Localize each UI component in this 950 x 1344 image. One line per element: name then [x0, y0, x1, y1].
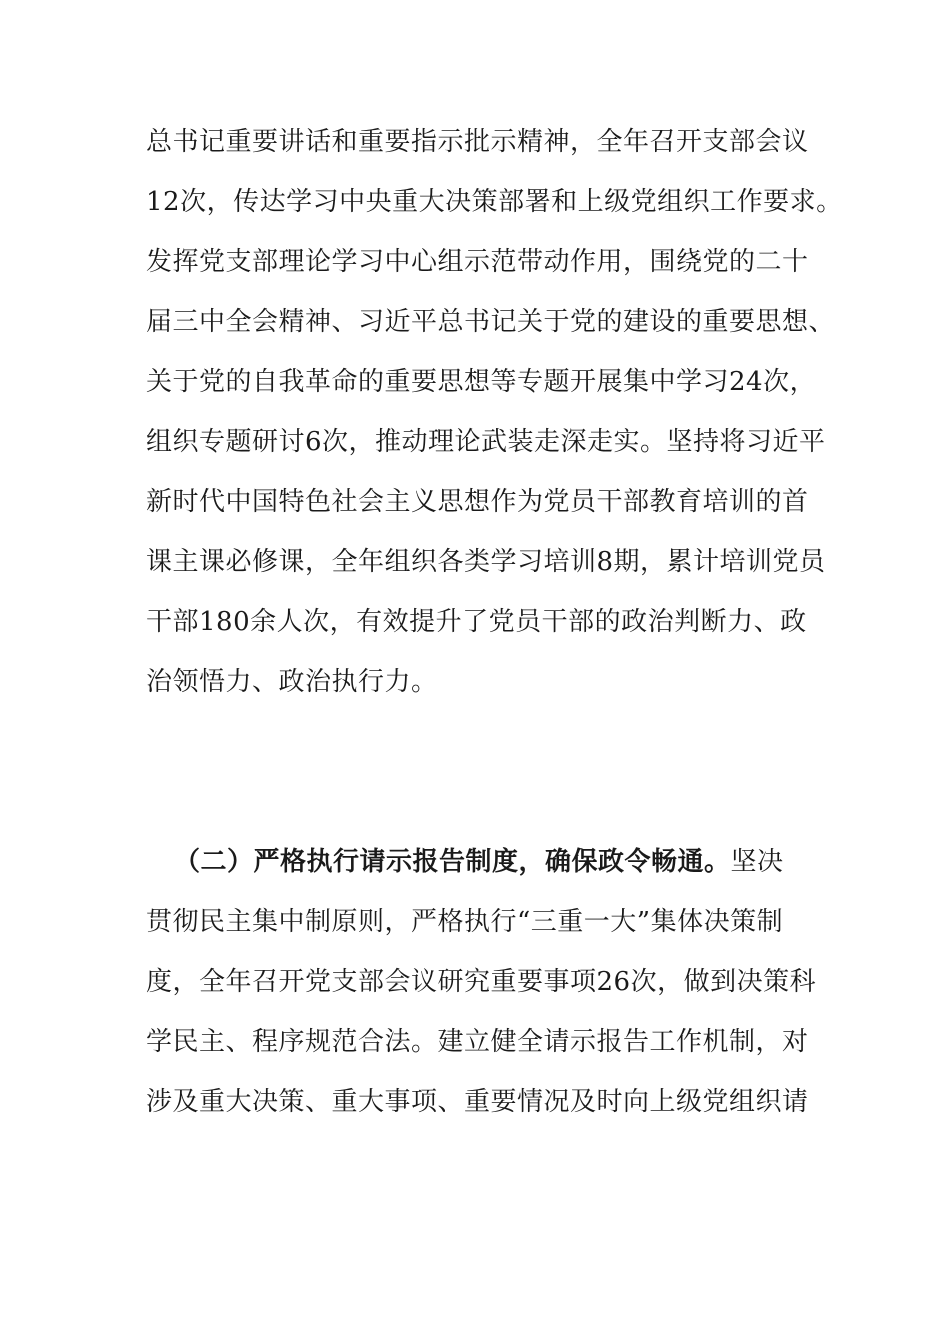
paragraph-line: 学民主、程序规范合法。建立健全请示报告工作机制，对 — [146, 1027, 809, 1057]
paragraph-line: 组织专题研讨6次，推动理论武装走深走实。坚持将习近平 — [146, 427, 826, 457]
paragraph-line: 治领悟力、政治执行力。 — [146, 667, 438, 697]
section-heading: （二）严格执行请示报告制度，确保政令畅通。 — [174, 847, 731, 877]
paragraph-line: 贯彻民主集中制原则，严格执行“三重一大”集体决策制 — [146, 907, 784, 937]
paragraph-line: 新时代中国特色社会主义思想作为党员干部教育培训的首 — [146, 487, 809, 517]
paragraph-line: 涉及重大决策、重大事项、重要情况及时向上级党组织请 — [146, 1087, 809, 1117]
paragraph-line: 12次，传达学习中央重大决策部署和上级党组织工作要求。 — [146, 187, 843, 217]
paragraph-line: 关于党的自我革命的重要思想等专题开展集中学习24次， — [146, 367, 817, 397]
paragraph-line: 届三中全会精神、习近平总书记关于党的建设的重要思想、 — [146, 307, 836, 337]
section-heading-tail: 坚决 — [730, 847, 784, 877]
paragraph-line: 课主课必修课，全年组织各类学习培训8期，累计培训党员 — [146, 547, 826, 577]
paragraph-line: 度，全年召开党支部会议研究重要事项26次，做到决策科 — [146, 967, 817, 997]
paragraph-line: 发挥党支部理论学习中心组示范带动作用，围绕党的二十 — [146, 247, 809, 277]
paragraph-line: 总书记重要讲话和重要指示批示精神，全年召开支部会议 — [146, 127, 809, 157]
section-heading-line — [174, 842, 854, 882]
paragraph-line: 干部180余人次，有效提升了党员干部的政治判断力、政 — [146, 607, 807, 637]
